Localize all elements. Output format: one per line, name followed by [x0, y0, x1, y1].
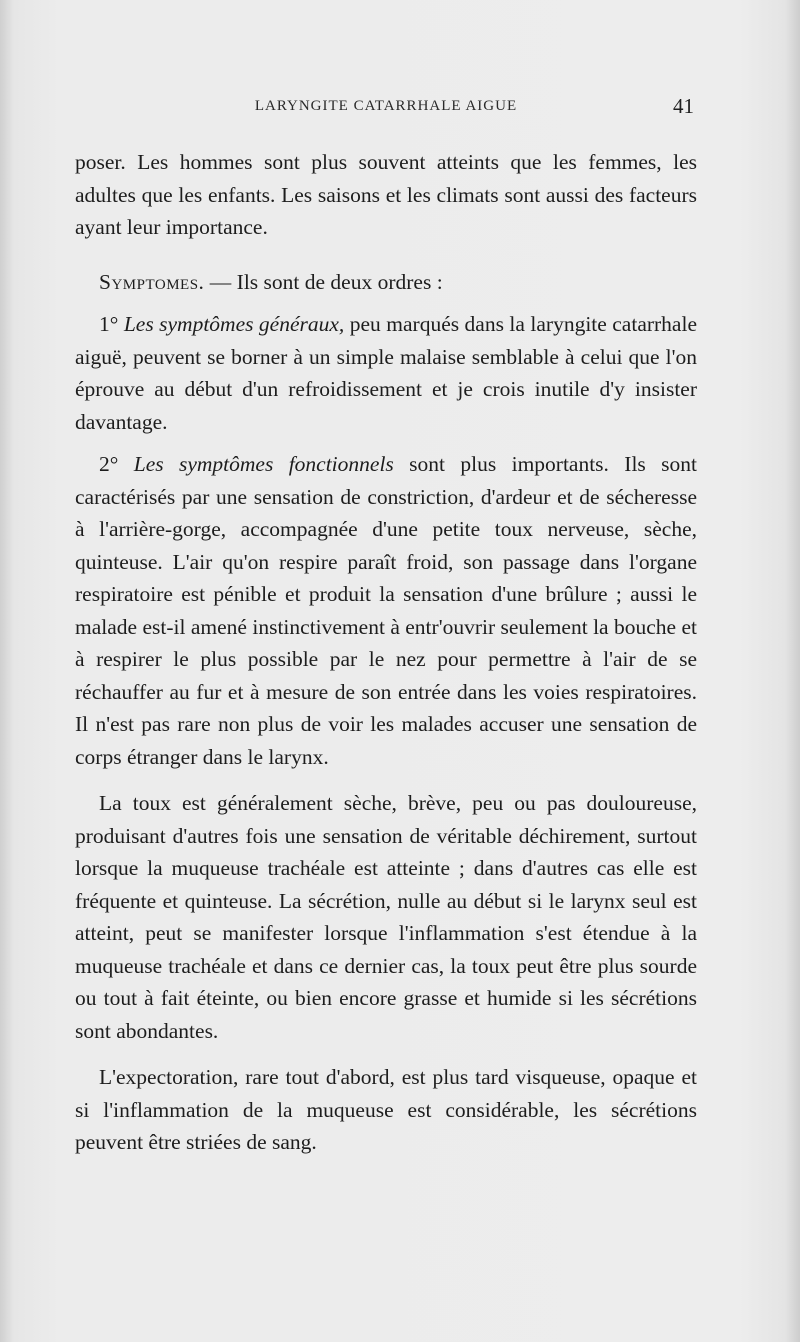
subheading-italic: Les symptômes fonctionnels: [133, 452, 394, 476]
paragraph-intro: poser. Les hommes sont plus souvent atteints que les femmes, les adultes que les enfants. Les saisons et les climats sont aussi des facteurs ayant leur importance.: [75, 150, 697, 239]
page-header: [76, 94, 696, 124]
page-number: 41: [673, 94, 694, 118]
page-body: [75, 146, 697, 1159]
paragraph-symptomes-fonctionnels: [75, 448, 697, 773]
paragraph-text: sont plus importants. Ils sont caractérisés par une sensation de constriction, d'ardeur et de sécheresse à l'arrière-gorge, accompagnée d'une petite toux nerveuse, sèche, quinteuse. L'air qu'on respire paraît froid, son passage dans l'organe respiratoire est pénible et produit la sensation d'une brûlure ; aussi le malade est-il amené instinctivement à entr'ouvrir seulement la bouche et à respirer le plus possible par le nez pour permettre à l'air de se réchauffer au fur et à mesure de son entrée dans les voies respiratoires. Il n'est pas rare non plus de voir les malades accuser une sensation de corps étranger dans le larynx.: [75, 452, 698, 769]
list-number: 2°: [99, 452, 134, 476]
paragraph-symptomes-generaux: [75, 308, 697, 438]
running-title: LARYNGITE CATARRHALE AIGUE: [254, 98, 518, 114]
paragraph-symptomes-heading: [75, 266, 697, 299]
paragraph-text: peu marqués dans la laryngite catarrhale aiguë, peuvent se borner à un simple malaise semblable à celui que l'on éprouve au début d'un refroidissement et je crois inutile d'y insister davantage.: [75, 312, 697, 434]
section-heading-rest: — Ils sont de deux ordres :: [204, 269, 443, 294]
paragraph-expectoration: L'expectoration, rare tout d'abord, est plus tard visqueuse, opaque et si l'inflammation de la muqueuse est considérable, les sécrétions peuvent être striées de sang.: [75, 1065, 697, 1154]
section-heading: Symptomes.: [99, 269, 205, 294]
subheading-italic: Les symptômes généraux,: [123, 312, 345, 336]
list-number: 1°: [99, 312, 124, 336]
paragraph-toux: La toux est généralement sèche, brève, peu ou pas douloureuse, produisant d'autres fois une sensation de véritable déchirement, surtout lorsque la muqueuse trachéale est atteinte ; dans d'autres cas elle est fréquente et quinteuse. La sécrétion, nulle au début si le larynx seul est atteint, peut se manifester lorsque l'inflammation s'est étendue à la muqueuse trachéale et dans ce dernier cas, la toux peut être plus sourde ou tout à fait éteinte, ou bien encore grasse et humide si les sécrétions sont abondantes.: [75, 791, 697, 1043]
